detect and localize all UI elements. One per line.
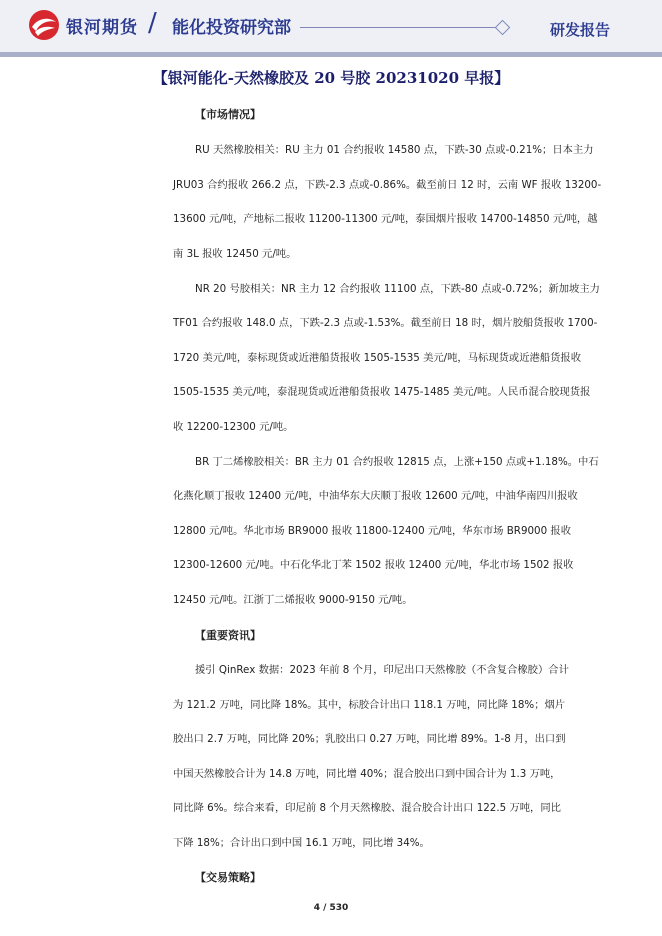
header-divider xyxy=(0,52,662,57)
diamond-icon xyxy=(495,20,511,36)
page-header xyxy=(0,0,662,52)
report-type-label: 研发报告 xyxy=(550,21,611,39)
paragraph-line: 化燕化顺丁报收 12400 元/吨，中油华东大庆顺丁报收 12600 元/吨，中油华南四川报收 xyxy=(173,490,578,502)
paragraph-line: 为 121.2 万吨，同比降 18%。其中，标胶合计出口 118.1 万吨，同比降 18%；烟片 xyxy=(173,699,566,711)
paragraph-line: BR 丁二烯橡胶相关：BR 主力 01 合约报收 12815 点，上涨+150 点或+1.18%。中石 xyxy=(195,456,599,468)
header-separator: / xyxy=(148,8,157,38)
paragraph-line: 1720 美元/吨，泰标现货或近港船货报收 1505-1535 美元/吨，马标现货或近港船货报收 xyxy=(173,352,581,364)
paragraph-line: 同比降 6%。综合来看，印尼前 8 个月天然橡胶、混合胶合计出口 122.5 万吨，同比 xyxy=(173,802,561,814)
paragraph-line: 下降 18%；合计出口到中国 16.1 万吨，同比增 34%。 xyxy=(173,837,430,849)
section-heading-news: 【重要资讯】 xyxy=(195,629,261,642)
paragraph-line: 12300-12600 元/吨。中石化华北丁苯 1502 报收 12400 元/吨，华北市场 1502 报收 xyxy=(173,559,574,571)
document-title: 【银河能化-天然橡胶及 20 号胶 20231020 早报】 xyxy=(152,69,510,87)
page-number: 4 / 530 xyxy=(313,903,349,913)
paragraph-line: 12800 元/吨。华北市场 BR9000 报收 11800-12400 元/吨，华东市场 BR9000 报收 xyxy=(173,525,572,537)
galaxy-logo-icon xyxy=(28,9,60,41)
paragraph-line: NR 20 号胶相关：NR 主力 12 合约报收 11100 点，下跌-80 点或-0.72%；新加坡主力 xyxy=(195,283,600,295)
paragraph-line: 中国天然橡胶合计为 14.8 万吨，同比增 40%；混合胶出口到中国合计为 1.3 万吨， xyxy=(173,768,561,780)
paragraph-line: 13600 元/吨，产地标二报收 11200-11300 元/吨，泰国烟片报收 14700-14850 元/吨，越 xyxy=(173,213,598,225)
paragraph-line: 南 3L 报收 12450 元/吨。 xyxy=(173,248,297,260)
brand-name: 银河期货 xyxy=(66,18,138,38)
paragraph-line: 胶出口 2.7 万吨，同比降 20%；乳胶出口 0.27 万吨，同比增 89%。1-8 月，出口到 xyxy=(173,733,566,745)
paragraph-line: 12450 元/吨。江浙丁二烯报收 9000-9150 元/吨。 xyxy=(173,594,413,606)
paragraph-line: JRU03 合约报收 266.2 点，下跌-2.3 点或-0.86%。截至前日 12 时，云南 WF 报收 13200- xyxy=(173,179,602,191)
paragraph-line: RU 天然橡胶相关：RU 主力 01 合约报收 14580 点，下跌-30 点或-0.21%；日本主力 xyxy=(195,144,594,156)
department-name: 能化投资研究部 xyxy=(172,18,291,38)
paragraph-line: 收 12200-12300 元/吨。 xyxy=(173,421,294,433)
paragraph-line: 1505-1535 美元/吨，泰混现货或近港船货报收 1475-1485 美元/吨。人民币混合胶现货报 xyxy=(173,386,591,398)
section-heading-market: 【市场情况】 xyxy=(195,108,261,121)
paragraph-line: TF01 合约报收 148.0 点，下跌-2.3 点或-1.53%。截至前日 18 时，烟片胶船货报收 1700- xyxy=(173,317,598,329)
header-decor-line xyxy=(300,27,498,28)
paragraph-line: 援引 QinRex 数据：2023 年前 8 个月，印尼出口天然橡胶（不含复合橡胶）合计 xyxy=(195,664,569,676)
section-heading-strategy: 【交易策略】 xyxy=(195,871,261,884)
